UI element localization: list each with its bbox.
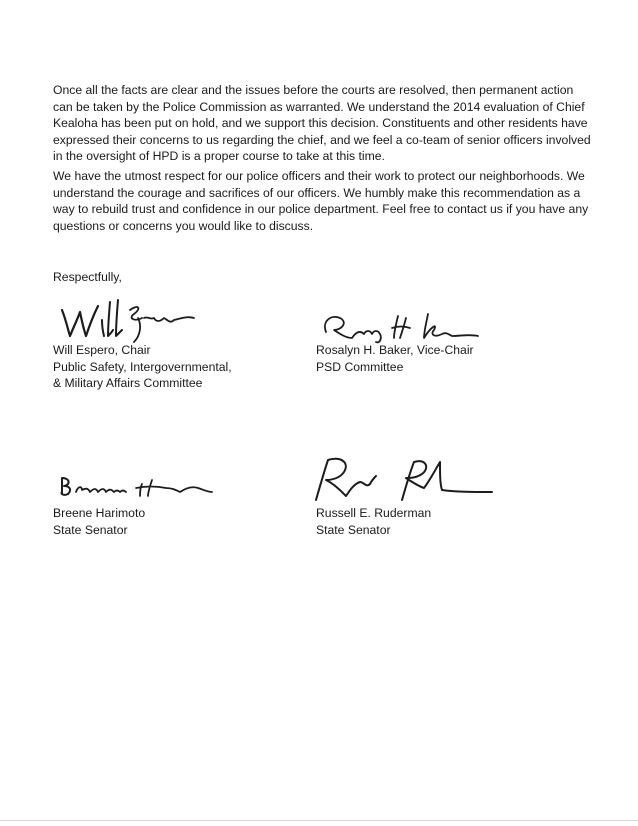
espero-signature [58,296,198,344]
espero-name: Will Espero, Chair [53,343,151,357]
harimoto-signature [56,470,216,502]
paragraph-facts: Once all the facts are clear and the issues before the courts are resolved, then permanent action can be taken by the Police Commission as warranted. We understand the 2014 evaluation of Chief Kealoha has been put on hold, and we support this decision. Constituents and other residents have expressed their concerns to us regarding the chief, and we feel a co-team of senior officers involved in the oversight of HPD is a proper course to take at this time. [53,83,591,164]
espero-signature-block [53,342,232,392]
harimoto-title: State Senator [53,522,128,537]
baker-signature-block [316,342,474,375]
closing-salutation: Respectfully, [53,270,122,284]
harimoto-signature-block [53,505,145,538]
espero-committee: Public Safety, Intergovernmental, [53,359,232,374]
page-bottom-edge [0,820,638,821]
baker-committee: PSD Committee [316,359,404,374]
paragraph-respect: We have the utmost respect for our police officers and their work to protect our neighborhoods. We understand the courage and sacrifices of our officers. We humbly make this recommendation as a way to rebuild trust and confidence in our police department. Feel free to contact us if you have any questions or concerns you would like to discuss. [53,169,589,233]
ruderman-title: State Senator [316,522,391,537]
ruderman-signature [306,452,496,508]
ruderman-name: Russell E. Ruderman [316,506,432,520]
harimoto-name: Breene Harimoto [53,506,146,520]
ruderman-signature-block [316,505,431,538]
baker-signature [320,308,480,346]
espero-committee-cont: & Military Affairs Committee [53,376,203,391]
baker-name: Rosalyn H. Baker, Vice-Chair [316,343,474,357]
